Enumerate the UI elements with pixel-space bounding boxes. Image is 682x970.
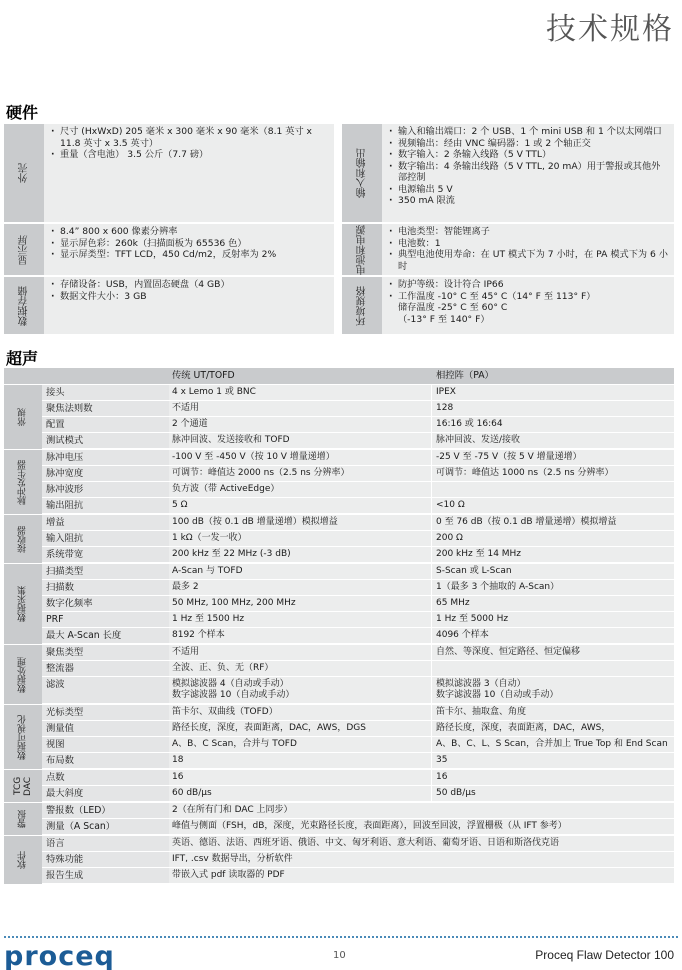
hw-item: · 电池数：1 bbox=[388, 238, 668, 250]
cell-pa: 模拟滤波器 3（自动） 数字滤波器 10（自动或手动） bbox=[436, 679, 559, 700]
group-label: 软件 bbox=[18, 851, 28, 869]
cell-pa: 200 Ω bbox=[436, 533, 463, 543]
table-row bbox=[42, 515, 674, 531]
row-label: 特殊功能 bbox=[42, 852, 169, 867]
cell-ut: A、B、C Scan，合并与 TOFD bbox=[169, 737, 432, 752]
row-label: 最大斜度 bbox=[42, 786, 169, 801]
ultrasound-table bbox=[4, 368, 674, 884]
table-group bbox=[4, 514, 674, 563]
row-label: 扫描类型 bbox=[42, 564, 169, 579]
cell-pa: 16 bbox=[436, 772, 448, 782]
table-row bbox=[42, 612, 674, 628]
cell-ut: 不适用 bbox=[169, 401, 432, 416]
cell-ut: 最多 2 bbox=[169, 580, 432, 595]
table-group bbox=[4, 449, 674, 514]
row-label: 配置 bbox=[42, 417, 169, 432]
group-label: 数据可视化 bbox=[18, 714, 28, 760]
cell-pa: 200 kHz 至 14 MHz bbox=[436, 549, 522, 559]
cell-pa: S-Scan 或 L-Scan bbox=[436, 566, 512, 576]
row-label: 测量值 bbox=[42, 721, 169, 736]
table-row bbox=[42, 531, 674, 547]
row-label: 布局数 bbox=[42, 753, 169, 768]
hw-label: 电池和电源 bbox=[356, 224, 368, 275]
cell-pa: 1（最多 3 个抽取的 A-Scan） bbox=[436, 582, 560, 592]
row-label: 输入阻抗 bbox=[42, 531, 169, 546]
cell-ut: 50 MHz, 100 MHz, 200 MHz bbox=[169, 596, 432, 611]
hw-item: · 电池类型：智能锂离子 bbox=[388, 226, 668, 238]
cell-pa: 自然、等深度、恒定路径、恒定偏移 bbox=[436, 647, 581, 657]
cell-ut: -100 V 至 -450 V（按 10 V 增量递增） bbox=[169, 450, 432, 465]
table-row bbox=[42, 433, 674, 449]
cell-pa: A、B、C、L、S Scan，合并加上 True Top 和 End Scan bbox=[436, 739, 668, 749]
ultrasound-heading: 超声 bbox=[6, 349, 39, 368]
hw-item: · 数字输入：2 条输入线路（5 V TTL） bbox=[388, 149, 668, 161]
group-label: TCG DAC bbox=[13, 776, 33, 796]
row-label: 点数 bbox=[42, 770, 169, 785]
table-row bbox=[42, 645, 674, 661]
cell-ut: 脉冲回波、发送接收和 TOFD bbox=[169, 433, 432, 448]
cell-pa: 4096 个样本 bbox=[436, 630, 489, 640]
table-group bbox=[4, 769, 674, 802]
hw-item: · 350 mA 限流 bbox=[388, 195, 668, 207]
row-label: 滤波 bbox=[42, 677, 169, 703]
table-row bbox=[42, 628, 674, 644]
product-name: Proceq Flaw Detector 100 bbox=[535, 948, 674, 962]
cell-pa: 0 至 76 dB（按 0.1 dB 增量递增）模拟增益 bbox=[436, 517, 617, 527]
table-row bbox=[42, 466, 674, 482]
table-header bbox=[4, 368, 674, 384]
hw-block-housing bbox=[4, 124, 334, 222]
table-row bbox=[42, 401, 674, 417]
cell-pa bbox=[432, 482, 674, 497]
cell-pa: 65 MHz bbox=[436, 598, 470, 608]
hw-label: 数据存储 bbox=[18, 285, 30, 326]
table-group bbox=[4, 835, 674, 884]
table-group bbox=[4, 704, 674, 769]
cell-pa: 可调节：峰值达 1000 ns（2.5 ns 分辨率） bbox=[436, 468, 614, 478]
hw-item: · 重量（含电池） 3.5 公斤（7.7 磅） bbox=[50, 149, 328, 161]
hw-item: · 工作温度 -10° C 至 45° C（14° F 至 113° F） bbox=[388, 291, 668, 303]
row-label: 系统带宽 bbox=[42, 547, 169, 562]
cell-pa: 笛卡尔、抽取盒、角度 bbox=[436, 707, 527, 717]
cell-ut: A-Scan 与 TOFD bbox=[169, 564, 432, 579]
hw-block-battery bbox=[342, 224, 674, 275]
table-row bbox=[42, 661, 674, 677]
cell-pa: 1 Hz 至 5000 Hz bbox=[436, 614, 509, 624]
table-row bbox=[42, 737, 674, 753]
cell-pa: 35 bbox=[436, 755, 448, 765]
hw-item: · 数字输出：4 条输出线路（5 V TTL, 20 mA）用于警报或其他外部控制 bbox=[388, 161, 668, 184]
cell-ut: 16 bbox=[169, 770, 432, 785]
hw-label: 显示屏 bbox=[18, 234, 30, 265]
row-label: 脉冲电压 bbox=[42, 450, 169, 465]
group-label: 数据采集 bbox=[18, 586, 28, 622]
cell-pa: 128 bbox=[436, 403, 454, 413]
row-label: 警报数（LED） bbox=[42, 803, 169, 818]
table-row bbox=[42, 547, 674, 563]
table-row bbox=[42, 803, 674, 819]
table-row bbox=[42, 852, 674, 868]
hw-label: 输入和输出 bbox=[356, 148, 368, 198]
table-row bbox=[42, 705, 674, 721]
hardware-heading: 硬件 bbox=[6, 103, 39, 122]
table-row bbox=[42, 450, 674, 466]
hw-item: · 显示屏类型：TFT LCD，450 Cd/m2，反射率为 2% bbox=[50, 249, 328, 261]
table-body bbox=[4, 384, 674, 884]
table-row bbox=[42, 385, 674, 401]
cell-pa: <10 Ω bbox=[436, 500, 465, 510]
table-row bbox=[42, 677, 674, 704]
cell-ut: 模拟滤波器 4（自动或手动） 数字滤波器 10（自动或手动） bbox=[169, 677, 432, 703]
column-header-ut: 传统 UT/TOFD bbox=[172, 370, 235, 381]
table-row bbox=[42, 482, 674, 498]
row-label: 测试模式 bbox=[42, 433, 169, 448]
hw-item: 储存温度 -25° C 至 60° C bbox=[398, 302, 508, 313]
hw-item: · 8.4” 800 x 600 像素分辨率 bbox=[50, 226, 328, 238]
column-header-pa: 相控阵（PA） bbox=[436, 370, 494, 381]
cell-ut: 全波、正、负、无（RF） bbox=[169, 661, 432, 676]
cell-value: 英语、德语、法语、西班牙语、俄语、中文、匈牙利语、意大利语、葡萄牙语、日语和斯洛伐克语 bbox=[172, 838, 560, 848]
cell-ut: 60 dB/μs bbox=[169, 786, 432, 801]
hw-block-display bbox=[4, 224, 334, 275]
hw-item: · 尺寸 (HxWxD) 205 毫米 x 300 毫米 x 90 毫米（8.1 英寸 x 11.8 英寸 x 3.5 英寸） bbox=[50, 126, 328, 149]
cell-pa: IPEX bbox=[436, 387, 456, 397]
cell-ut: 5 Ω bbox=[169, 498, 432, 513]
hw-item: · 电源输出 5 V bbox=[388, 184, 668, 196]
cell-ut: 可调节：峰值达 2000 ns（2.5 ns 分辨率） bbox=[169, 466, 432, 481]
hw-item: · 防护等级：设计符合 IP66 bbox=[388, 279, 668, 291]
hw-item: · 输入和输出端口：2 个 USB、1 个 mini USB 和 1 个以太网端口 bbox=[388, 126, 668, 138]
cell-ut: 200 kHz 至 22 MHz (-3 dB) bbox=[169, 547, 432, 562]
row-label: 脉冲宽度 bbox=[42, 466, 169, 481]
group-label: 接收器 bbox=[18, 525, 28, 553]
row-label: 扫描数 bbox=[42, 580, 169, 595]
row-label: 增益 bbox=[42, 515, 169, 530]
page-title: 技术规格 bbox=[546, 12, 674, 47]
cell-ut: 不适用 bbox=[169, 645, 432, 660]
hw-item: · 数据文件大小：3 GB bbox=[50, 291, 328, 303]
row-label: 光标类型 bbox=[42, 705, 169, 720]
table-row bbox=[42, 786, 674, 802]
table-row bbox=[42, 868, 674, 884]
table-group bbox=[4, 802, 674, 835]
group-label: 常规 bbox=[18, 408, 28, 426]
hw-item: （-13° F 至 140° F） bbox=[398, 313, 490, 325]
table-group bbox=[4, 563, 674, 644]
page-number: 10 bbox=[333, 950, 346, 961]
row-label: 报告生成 bbox=[42, 868, 169, 883]
hw-item: · 显示屏色彩：260k（扫描面板为 65536 色） bbox=[50, 238, 328, 250]
group-label: 脉冲发生器 bbox=[18, 459, 28, 505]
row-label: 数字化频率 bbox=[42, 596, 169, 611]
table-row bbox=[42, 596, 674, 612]
hardware-right-column bbox=[342, 124, 674, 336]
cell-ut: 100 dB（按 0.1 dB 增量递增）模拟增益 bbox=[169, 515, 432, 530]
table-row bbox=[42, 417, 674, 433]
hw-item: · 典型电池使用寿命：在 UT 模式下为 7 小时，在 PA 模式下为 6 小时 bbox=[388, 249, 668, 272]
row-label: 语言 bbox=[42, 836, 169, 851]
cell-ut: 负方波（带 ActiveEdge） bbox=[169, 482, 432, 497]
hw-block-io bbox=[342, 124, 674, 222]
table-row bbox=[42, 721, 674, 737]
cell-ut: 4 x Lemo 1 或 BNC bbox=[169, 385, 432, 400]
cell-ut: 1 Hz 至 1500 Hz bbox=[169, 612, 432, 627]
group-label: 警报 bbox=[18, 810, 28, 828]
table-group bbox=[4, 644, 674, 704]
row-label: 测量（A Scan） bbox=[42, 819, 169, 834]
row-label: 视图 bbox=[42, 737, 169, 752]
cell-ut: 8192 个样本 bbox=[169, 628, 432, 643]
table-row bbox=[42, 498, 674, 514]
hw-item: · 存储设备：USB，内置固态硬盘（4 GB） bbox=[50, 279, 328, 291]
cell-pa: 16:16 或 16:64 bbox=[436, 419, 503, 429]
row-label: 最大 A-Scan 长度 bbox=[42, 628, 169, 643]
row-label: 聚焦类型 bbox=[42, 645, 169, 660]
row-label: 聚焦法则数 bbox=[42, 401, 169, 416]
group-label: 数据处理 bbox=[18, 656, 28, 693]
cell-pa: 路径长度，深度，表面距离，DAC，AWS， bbox=[436, 723, 611, 733]
cell-pa bbox=[432, 661, 674, 676]
cell-pa: -25 V 至 -75 V（按 5 V 增量递增） bbox=[436, 452, 582, 462]
table-row bbox=[42, 836, 674, 852]
table-row bbox=[42, 580, 674, 596]
cell-ut: 2 个通道 bbox=[169, 417, 432, 432]
cell-ut: 18 bbox=[169, 753, 432, 768]
hw-block-environment bbox=[342, 277, 674, 334]
cell-value: 峰值与侧面（FSH，dB，深度，光束路径长度，表面距离），回波至回波，浮置栅极（从 IFT 参考） bbox=[172, 821, 567, 831]
hw-label: 外壳 bbox=[18, 163, 30, 183]
row-label: 输出阻抗 bbox=[42, 498, 169, 513]
hardware-left-column bbox=[4, 124, 334, 336]
cell-pa: 脉冲回波、发送/接收 bbox=[436, 435, 521, 445]
table-row bbox=[42, 770, 674, 786]
cell-ut: 笛卡尔、双曲线（TOFD） bbox=[169, 705, 432, 720]
row-label: 脉冲波形 bbox=[42, 482, 169, 497]
proceq-logo: proceq bbox=[4, 941, 115, 970]
cell-ut: 1 kΩ（一发一收） bbox=[169, 531, 432, 546]
hw-block-storage bbox=[4, 277, 334, 334]
footer-divider bbox=[4, 936, 678, 938]
hw-item: · 视频输出：经由 VNC 编码器：1 或 2 个轴正交 bbox=[388, 138, 668, 150]
row-label: PRF bbox=[42, 612, 169, 627]
cell-value: 2（在所有门和 DAC 上同步） bbox=[172, 805, 293, 815]
cell-value: IFT, .csv 数据导出，分析软件 bbox=[172, 854, 293, 864]
cell-ut: 路径长度，深度，表面距离，DAC，AWS，DGS bbox=[169, 721, 432, 736]
hw-label: 环境规格 bbox=[356, 285, 368, 326]
cell-pa: 50 dB/μs bbox=[436, 788, 476, 798]
row-label: 整流器 bbox=[42, 661, 169, 676]
row-label: 接头 bbox=[42, 385, 169, 400]
table-row bbox=[42, 819, 674, 835]
cell-value: 带嵌入式 pdf 读取器的 PDF bbox=[172, 870, 285, 880]
table-group bbox=[4, 384, 674, 449]
table-row bbox=[42, 564, 674, 580]
table-row bbox=[42, 753, 674, 769]
